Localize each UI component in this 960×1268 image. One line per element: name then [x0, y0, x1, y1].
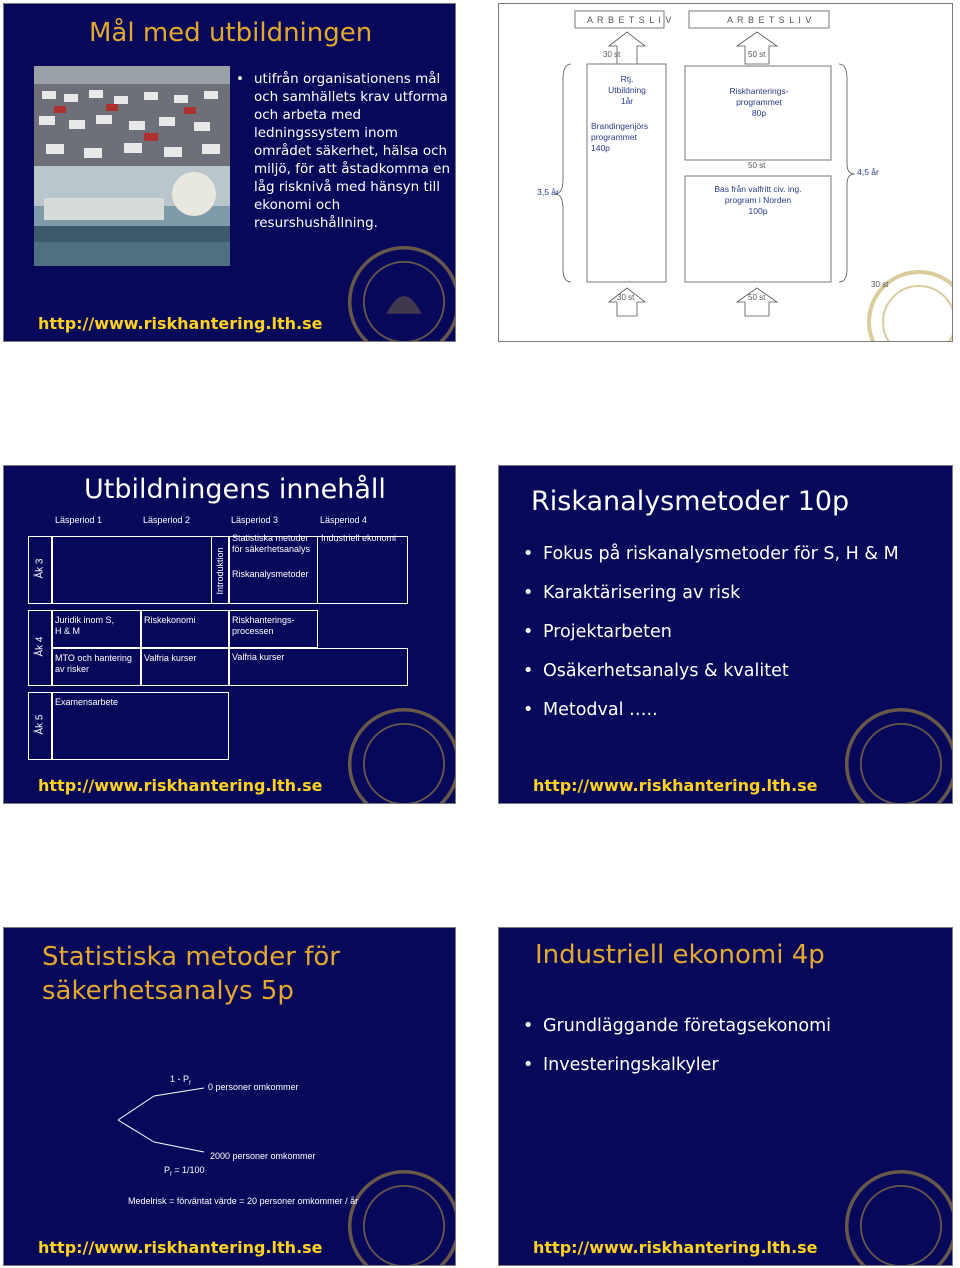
industriell-label: Industriell ekonomi [321, 533, 397, 543]
period-2-label: Läsperiod 2 [143, 515, 191, 525]
introduktion-label: Introduktion [215, 547, 225, 595]
valfria-2-label: Valfria kurser [232, 652, 285, 662]
period-3-label: Läsperiod 3 [231, 515, 279, 525]
slide-title: Industriell ekonomi 4p [535, 940, 825, 970]
period-4-label: Läsperiod 4 [320, 515, 368, 525]
valfria-1-label: Valfria kurser [144, 653, 197, 663]
slide-title: Riskanalysmetoder 10p [531, 486, 850, 517]
year-5-label: Åk 5 [34, 714, 46, 735]
period-1-label: Läsperiod 1 [55, 515, 103, 525]
statistiska-label: Statistiska metoder för säkerhetsanalys [232, 533, 311, 554]
arbetsliv-right-label: A R B E T S L I V [727, 15, 813, 25]
slide-riskanalysmetoder [498, 465, 953, 804]
year-3-label: Åk 3 [34, 558, 46, 579]
riskhantering-program-label: Riskhanterings- programmet 80p [729, 86, 789, 118]
website-url: http://www.riskhantering.lth.se [533, 1238, 818, 1257]
year-4-label: Åk 4 [34, 636, 46, 657]
arbetsliv-left-label: A R B E T S L I V [587, 15, 673, 25]
slide-title: Utbildningens innehåll [84, 474, 386, 505]
bullet-list [232, 70, 450, 232]
lund-university-seal-icon [345, 705, 456, 804]
bottom-right-label: 30 st [871, 280, 889, 289]
mto-label: MTO och hantering av risker [55, 653, 132, 674]
riskhanteringsprocessen-label: Riskhanterings-processen [232, 615, 295, 636]
left-years-label: 3,5 år [537, 187, 559, 197]
medelrisk-text: Medelrisk = förväntat värde = 20 personer omkommer / år [128, 1196, 359, 1206]
lund-university-seal-icon [345, 243, 456, 342]
mid-50-label: 50 st [748, 161, 766, 170]
lower-outcome: 2000 personer omkommer [210, 1151, 316, 1161]
bullet-item: • Metodval ….. [519, 700, 899, 739]
bullet-list [519, 544, 899, 739]
slide-title: Mål med utbildningen [89, 18, 373, 48]
riskekonomi-label: Riskekonomi [144, 615, 196, 625]
bas-program-label: Bas från valfritt civ. ing. program i Norden 100p [714, 184, 802, 216]
bullet-item: • Osäkerhetsanalys & kvalitet [519, 661, 899, 700]
website-url: http://www.riskhantering.lth.se [38, 776, 323, 795]
slide-industriell-ekonomi [498, 927, 953, 1266]
brandingenjor-label: Brandingenjörs programmet 140p [591, 121, 649, 153]
bullet-item: • Investeringskalkyler [519, 1055, 831, 1094]
rtj-label: Rtj. Utbildning 1år [608, 74, 646, 106]
website-url: http://www.riskhantering.lth.se [38, 1238, 323, 1257]
website-url: http://www.riskhantering.lth.se [38, 314, 323, 333]
upper-probability: $1 - P_f$ [170, 1074, 191, 1087]
examensarbete-label: Examensarbete [55, 697, 119, 707]
bullet-item: • Grundläggande företagsekonomi [519, 1016, 831, 1055]
riskanalysmetoder-label: Riskanalysmetoder [232, 569, 309, 579]
top-30-label: 30 st [603, 50, 621, 59]
slide-statistiska-metoder [3, 927, 456, 1266]
bullet-item: • Fokus på riskanalysmetoder för S, H & M [519, 544, 899, 583]
lund-university-seal-icon [842, 1167, 953, 1266]
website-url: http://www.riskhantering.lth.se [533, 776, 818, 795]
bullet-item: • Projektarbeten [519, 622, 899, 661]
bullet-list [519, 1016, 831, 1094]
traffic-and-industry-photo [34, 66, 230, 266]
top-50-label: 50 st [748, 50, 766, 59]
upper-outcome: 0 personer omkommer [208, 1082, 299, 1092]
title-line-2: säkerhetsanalys 5p [42, 976, 294, 1006]
juridik-label: Juridik inom S, H & M [55, 615, 115, 636]
slide-utbildningens-innehall [3, 465, 456, 804]
bullet-item: • Karaktärisering av risk [519, 583, 899, 622]
bottom-50-label: 50 st [748, 293, 766, 302]
lower-probability: $P_f = 1/100$ [164, 1165, 205, 1178]
bottom-30-label: 30 st [617, 293, 635, 302]
slide-program-diagram [498, 3, 953, 342]
right-years-label: 4,5 år [857, 167, 879, 177]
title-line-1: Statistiska metoder för [42, 942, 340, 972]
bullet-item: • utifrån organisationens mål och samhällets krav utforma och arbeta med ledningssystem inom området säkerhet, hälsa och miljö, för att åstadkomma en låg risknivå med hänsyn till ekonomi och resurshushållning. [232, 70, 450, 232]
slide-mal-med-utbildningen [3, 3, 456, 342]
event-tree-diagram [4, 928, 456, 1266]
